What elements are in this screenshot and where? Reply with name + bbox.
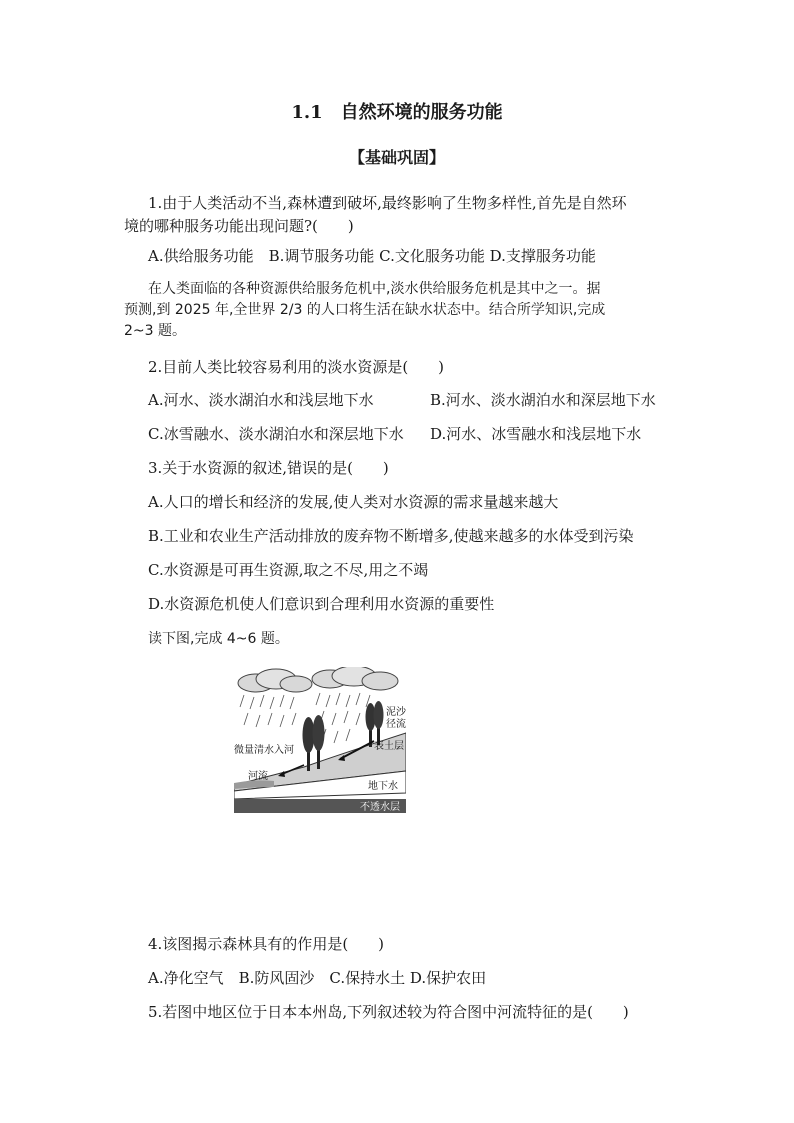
q2-option-c: C.冰雪融水、淡水湖泊水和深层地下水 <box>148 425 404 443</box>
q1-stem-line1: 1.由于人类活动不当,森林遭到破坏,最终影响了生物多样性,首先是自然环 <box>148 194 627 212</box>
label-runoff: 径流 <box>386 719 406 730</box>
q4-stem: 4.该图揭示森林具有的作用是( ) <box>148 935 385 953</box>
intro-passage-line1: 在人类面临的各种资源供给服务危机中,淡水供给服务危机是其中之一。据 <box>148 281 601 297</box>
section-heading: 【基础巩固】 <box>348 148 445 167</box>
intro-passage-line3: 2~3 题。 <box>124 323 186 339</box>
q3-option-d: D.水资源危机使人们意识到合理利用水资源的重要性 <box>148 595 495 613</box>
q5-stem: 5.若图中地区位于日本本州岛,下列叙述较为符合图中河流特征的是( ) <box>148 1003 629 1021</box>
forest-soil-figure <box>234 667 406 815</box>
q2-stem: 2.目前人类比较容易利用的淡水资源是( ) <box>148 358 445 376</box>
q2-option-a: A.河水、淡水湖泊水和浅层地下水 <box>148 391 374 409</box>
cloud-icon <box>312 667 398 690</box>
q4-options: A.净化空气 B.防风固沙 C.保持水土 D.保护农田 <box>148 969 487 987</box>
q3-stem: 3.关于水资源的叙述,错误的是( ) <box>148 459 389 477</box>
label-river: 河流 <box>248 771 268 782</box>
q3-option-a: A.人口的增长和经济的发展,使人类对水资源的需求量越来越大 <box>148 493 559 511</box>
q3-option-c: C.水资源是可再生资源,取之不尽,用之不竭 <box>148 561 429 579</box>
q1-stem-line2: 境的哪种服务功能出现问题?( ) <box>124 217 354 235</box>
page-title: 1.1 自然环境的服务功能 <box>291 102 503 123</box>
forest-soil-diagram <box>234 667 406 815</box>
q2-option-b: B.河水、淡水湖泊水和深层地下水 <box>430 391 656 409</box>
figure-instruction: 读下图,完成 4~6 题。 <box>148 631 289 647</box>
label-impermeable: 不透水层 <box>360 802 400 813</box>
q2-option-d: D.河水、冰雪融水和浅层地下水 <box>430 425 642 443</box>
q3-option-b: B.工业和农业生产活动排放的废弃物不断增多,使越来越多的水体受到污染 <box>148 527 634 545</box>
q1-options: A.供给服务功能 B.调节服务功能 C.文化服务功能 D.支撑服务功能 <box>148 247 596 265</box>
intro-passage-line2: 预测,到 2025 年,全世界 2/3 的人口将生活在缺水状态中。结合所学知识,完成 <box>124 302 606 318</box>
cloud-icon <box>238 669 312 692</box>
label-groundwater: 地下水 <box>368 781 398 792</box>
label-topsoil: 表土层 <box>374 741 404 752</box>
label-mud: 泥沙 <box>386 707 406 718</box>
label-clear-water: 微量清水入河 <box>234 745 294 756</box>
